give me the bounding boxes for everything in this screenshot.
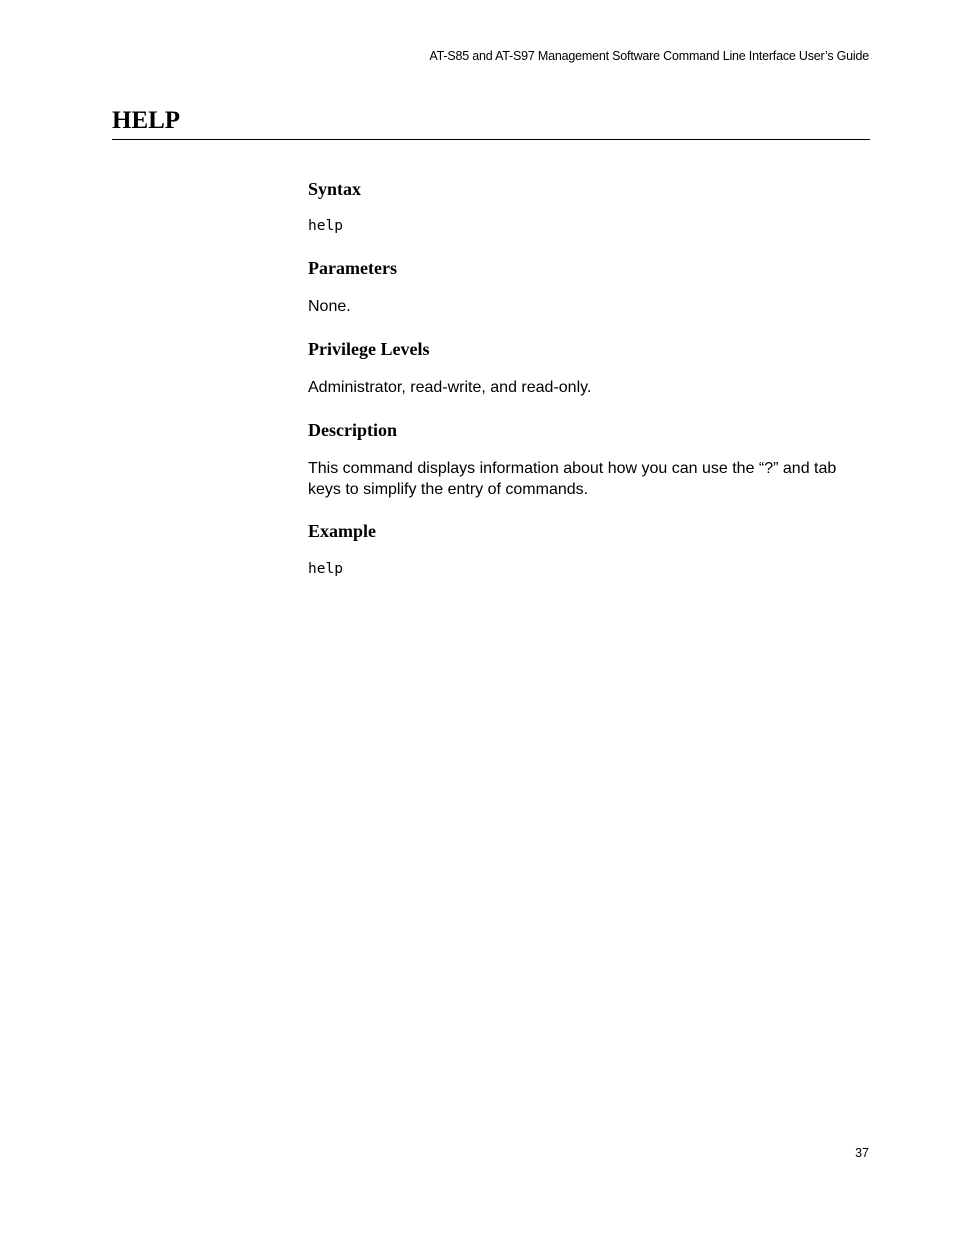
syntax-code: help [308,218,343,234]
description-heading: Description [308,420,397,440]
example-heading: Example [308,521,377,541]
description-text: This command displays information about how you can use the “?” and tab keys to simplify the entry of commands. [308,460,837,498]
title-divider [112,139,870,140]
privilege-levels-text: Administrator, read-write, and read-only. [308,379,592,396]
page-title: HELP [112,107,181,134]
parameters-heading: Parameters [308,258,397,278]
parameters-text: None. [308,298,351,315]
privilege-levels-heading: Privilege Levels [308,339,430,359]
syntax-heading: Syntax [308,179,362,199]
running-header: AT-S85 and AT-S97 Management Software Command Line Interface User’s Guide [429,49,869,63]
page-number: 37 [855,1146,869,1160]
example-code: help [308,561,343,577]
